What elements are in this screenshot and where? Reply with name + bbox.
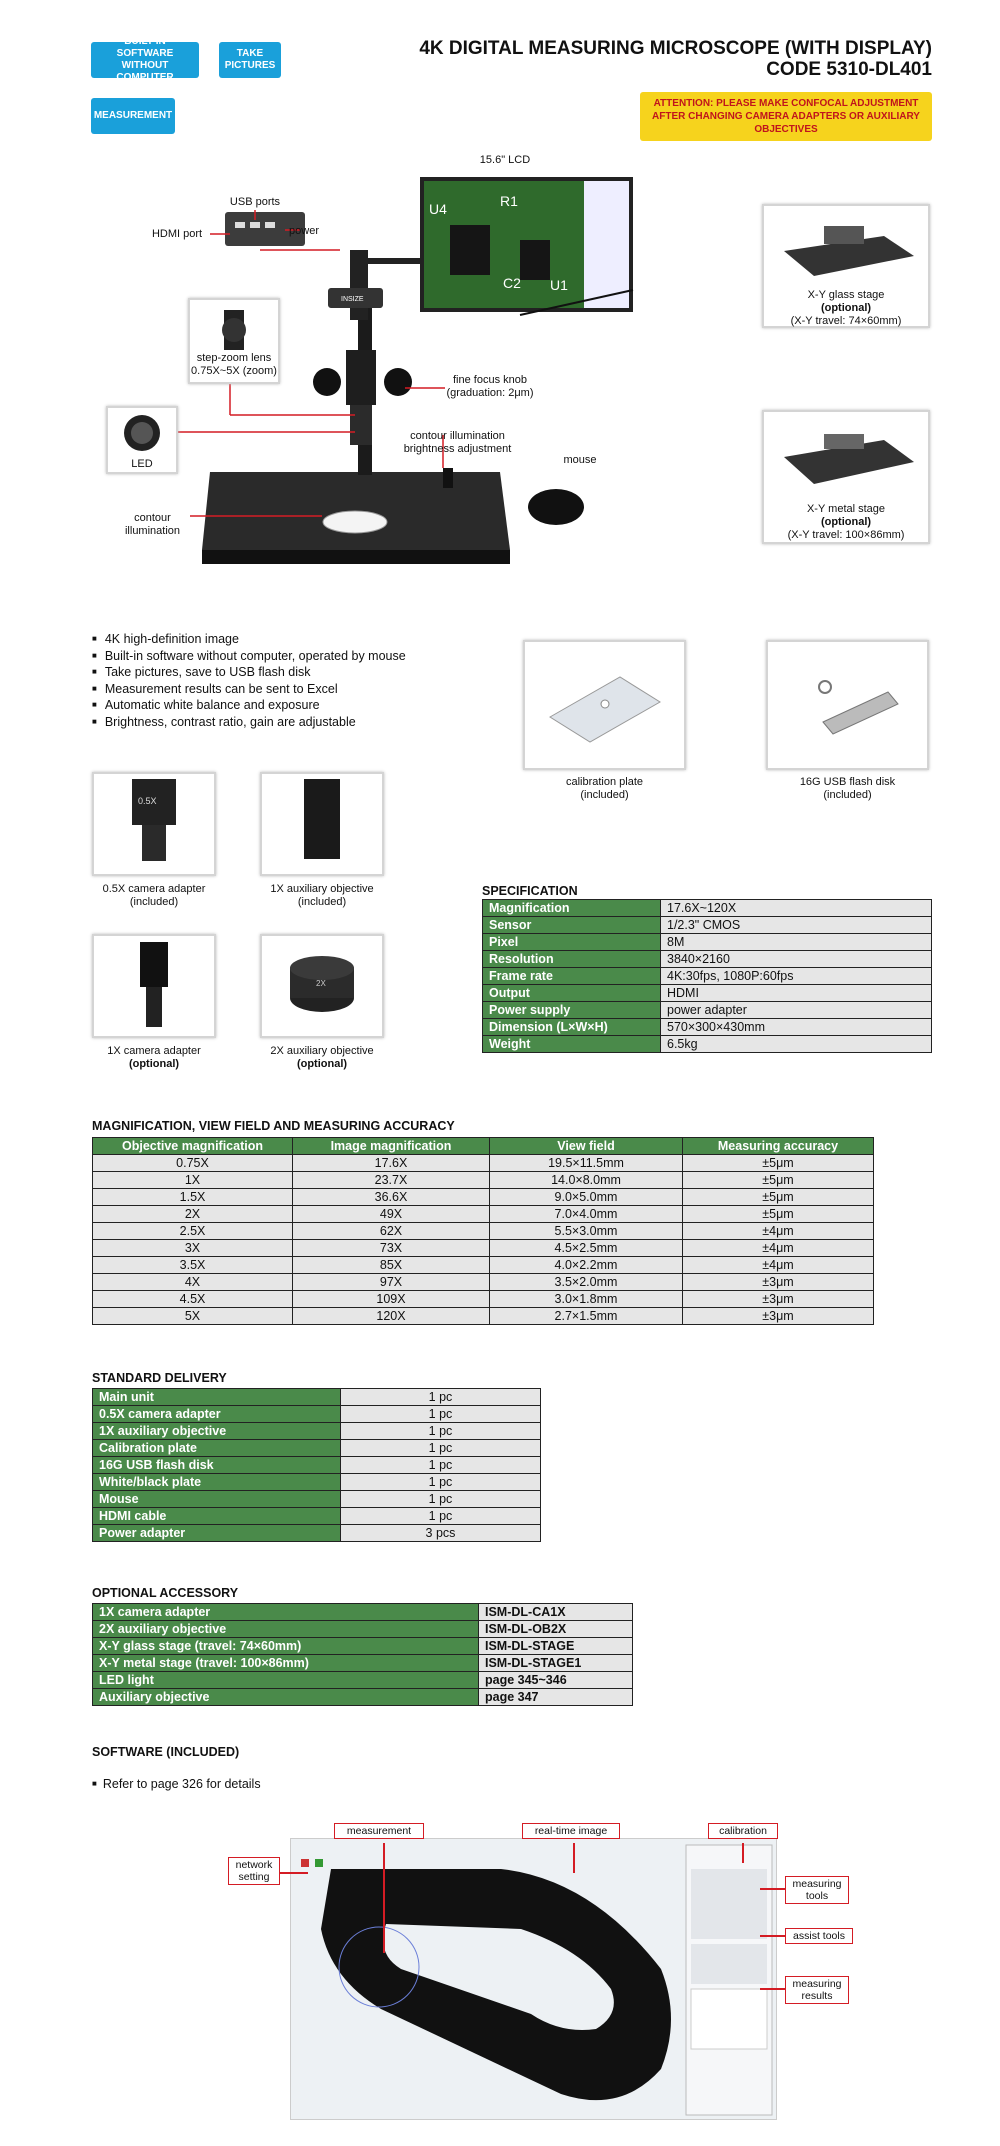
cam05-adapter-photo	[92, 772, 216, 876]
lcd-label: 15.6" LCD	[479, 154, 531, 166]
optional-item: Auxiliary objective	[93, 1689, 479, 1706]
table-row	[93, 1389, 541, 1406]
software-note-text: Refer to page 326 for details	[102, 1777, 261, 1791]
usb-disk-name: 16G USB flash disk	[799, 776, 896, 788]
delivery-qty: 1 pc	[341, 1491, 541, 1508]
calibration-plate-photo	[523, 640, 686, 770]
table-cell: 62X	[293, 1223, 490, 1240]
software-screenshot	[290, 1838, 777, 2120]
spec-label: Frame rate	[483, 968, 661, 985]
spec-label: Sensor	[483, 917, 661, 934]
table-row	[93, 1638, 633, 1655]
table-row	[93, 1525, 541, 1542]
spec-label: Resolution	[483, 951, 661, 968]
usb-label: USB ports	[229, 196, 281, 208]
optional-code: page 345~346	[479, 1672, 633, 1689]
title-line2: CODE 5310-DL401	[766, 59, 932, 80]
optional-item: 1X camera adapter	[93, 1604, 479, 1621]
assist-tools-callout: assist tools	[785, 1928, 853, 1944]
feature-item: ■ Built-in software without computer, operated by mouse	[92, 649, 406, 666]
aux1-label	[260, 883, 384, 909]
feature-item: ■ Measurement results can be sent to Excel	[92, 682, 406, 699]
delivery-item: White/black plate	[93, 1474, 341, 1491]
feature-list	[92, 632, 406, 732]
spec-label: Weight	[483, 1036, 661, 1053]
column-header: Measuring accuracy	[683, 1138, 874, 1155]
spec-value: 570×300×430mm	[661, 1019, 932, 1036]
software-badge: BUILT-IN SOFTWARE WITHOUT COMPUTER	[91, 42, 199, 78]
glass-stage-title: X-Y glass stage	[807, 289, 885, 301]
metal-stage-title: X-Y metal stage	[806, 503, 886, 515]
feature-item: ■ Brightness, contrast ratio, gain are adjustable	[92, 715, 406, 732]
optional-code: ISM-DL-OB2X	[479, 1621, 633, 1638]
screen-label-c2: C2	[503, 275, 521, 291]
table-cell: 5X	[93, 1308, 293, 1325]
table-cell: 19.5×11.5mm	[490, 1155, 683, 1172]
delivery-qty: 1 pc	[341, 1389, 541, 1406]
table-row	[483, 917, 932, 934]
calibration-callout: calibration	[708, 1823, 778, 1839]
table-cell: 3X	[93, 1240, 293, 1257]
cam1-adapter-photo	[92, 934, 216, 1038]
power-label: power	[289, 225, 319, 237]
table-cell: 73X	[293, 1240, 490, 1257]
table-cell: ±4μm	[683, 1240, 874, 1257]
column-header: Image magnification	[293, 1138, 490, 1155]
table-cell: 97X	[293, 1274, 490, 1291]
table-row	[93, 1474, 541, 1491]
table-row	[483, 1036, 932, 1053]
cam1-name: 1X camera adapter	[107, 1045, 201, 1057]
table-cell: 14.0×8.0mm	[490, 1172, 683, 1189]
table-cell: 17.6X	[293, 1155, 490, 1172]
aux2-name: 2X auxiliary objective	[270, 1045, 374, 1057]
spec-value: power adapter	[661, 1002, 932, 1019]
table-cell: 120X	[293, 1308, 490, 1325]
brand-text: INSIZE	[341, 296, 364, 303]
title-line1: 4K DIGITAL MEASURING MICROSCOPE (WITH DISPLAY)	[419, 38, 932, 59]
aux2-optional: (optional)	[296, 1058, 348, 1070]
table-cell: 2.7×1.5mm	[490, 1308, 683, 1325]
feature-item: ■ 4K high-definition image	[92, 632, 406, 649]
table-row	[483, 968, 932, 985]
table-row	[93, 1257, 874, 1274]
delivery-item: Power adapter	[93, 1525, 341, 1542]
table-cell: ±3μm	[683, 1291, 874, 1308]
delivery-qty: 1 pc	[341, 1440, 541, 1457]
delivery-qty: 1 pc	[341, 1406, 541, 1423]
spec-value: 4K:30fps, 1080P:60fps	[661, 968, 932, 985]
aux1-photo	[260, 772, 384, 876]
delivery-item: 16G USB flash disk	[93, 1457, 341, 1474]
contour-illumination-label: contour illumination	[124, 512, 181, 537]
optional-title: OPTIONAL ACCESSORY	[92, 1586, 239, 1600]
bullet-icon: ■	[92, 1779, 97, 1788]
screen-label-u4: U4	[429, 201, 447, 217]
optional-code: ISM-DL-STAGE	[479, 1638, 633, 1655]
optional-code: page 347	[479, 1689, 633, 1706]
measuring-tools-callout: measuring tools	[785, 1876, 849, 1904]
usb-disk-included: (included)	[823, 789, 872, 801]
table-row	[93, 1172, 874, 1189]
table-row	[93, 1291, 874, 1308]
table-row	[483, 951, 932, 968]
spec-label: Pixel	[483, 934, 661, 951]
optional-item: LED light	[93, 1672, 479, 1689]
table-row	[93, 1308, 874, 1325]
screen-label-r1: R1	[500, 193, 518, 209]
spec-label: Dimension (L×W×H)	[483, 1019, 661, 1036]
glass-stage-photo	[762, 204, 930, 328]
realtime-callout: real-time image	[522, 1823, 620, 1839]
table-row	[93, 1655, 633, 1672]
table-cell: 9.0×5.0mm	[490, 1189, 683, 1206]
table-cell: ±5μm	[683, 1172, 874, 1189]
table-cell: 49X	[293, 1206, 490, 1223]
measurement-callout: measurement	[334, 1823, 424, 1839]
aux2-label	[260, 1045, 384, 1071]
table-cell: ±4μm	[683, 1223, 874, 1240]
optional-code: ISM-DL-CA1X	[479, 1604, 633, 1621]
usb-disk-photo	[766, 640, 929, 770]
glass-stage-optional: (optional)	[820, 302, 872, 314]
table-row	[93, 1689, 633, 1706]
table-cell: 109X	[293, 1291, 490, 1308]
table-cell: 7.0×4.0mm	[490, 1206, 683, 1223]
led-label: LED	[131, 458, 153, 470]
cam05-name: 0.5X camera adapter	[102, 883, 206, 895]
pictures-badge: TAKE PICTURES	[219, 42, 281, 78]
specification-title: SPECIFICATION	[482, 884, 578, 898]
table-row	[93, 1223, 874, 1240]
table-cell: 4.5×2.5mm	[490, 1240, 683, 1257]
delivery-item: Main unit	[93, 1389, 341, 1406]
calibration-plate-included: (included)	[580, 789, 629, 801]
network-callout: network setting	[228, 1857, 280, 1885]
table-cell: 23.7X	[293, 1172, 490, 1189]
usb-disk-label	[766, 776, 929, 802]
table-cell: ±5μm	[683, 1206, 874, 1223]
cam05-lens-text: 0.5X	[138, 796, 157, 806]
table-row	[93, 1423, 541, 1440]
table-cell: 2X	[93, 1206, 293, 1223]
zoom-lens-label: step-zoom lens 0.75X~5X (zoom)	[191, 352, 277, 377]
optional-table	[92, 1603, 633, 1706]
spec-label: Output	[483, 985, 661, 1002]
table-cell: ±3μm	[683, 1274, 874, 1291]
magnification-title: MAGNIFICATION, VIEW FIELD AND MEASURING ACCURACY	[92, 1119, 455, 1133]
table-row	[93, 1672, 633, 1689]
table-row	[93, 1621, 633, 1638]
mouse-label: mouse	[563, 454, 597, 466]
metal-stage-photo	[762, 410, 930, 544]
table-cell: 1X	[93, 1172, 293, 1189]
spec-value: 1/2.3" CMOS	[661, 917, 932, 934]
table-row	[93, 1604, 633, 1621]
hdmi-label: HDMI port	[151, 228, 203, 240]
calibration-plate-name: calibration plate	[565, 776, 644, 788]
aux1-included: (included)	[297, 896, 347, 908]
delivery-qty: 3 pcs	[341, 1525, 541, 1542]
contour-brightness-label: contour illumination brightness adjustment	[403, 430, 512, 455]
column-header: Objective magnification	[93, 1138, 293, 1155]
table-cell: 36.6X	[293, 1189, 490, 1206]
cam1-label	[92, 1045, 216, 1071]
optional-code: ISM-DL-STAGE1	[479, 1655, 633, 1672]
spec-label: Magnification	[483, 900, 661, 917]
delivery-qty: 1 pc	[341, 1457, 541, 1474]
table-cell: ±3μm	[683, 1308, 874, 1325]
measurement-badge: MEASUREMENT	[91, 98, 175, 134]
delivery-item: 1X auxiliary objective	[93, 1423, 341, 1440]
table-row	[483, 934, 932, 951]
fine-focus-label: fine focus knob (graduation: 2μm)	[446, 374, 534, 399]
software-title: SOFTWARE (INCLUDED)	[92, 1745, 240, 1759]
cam1-optional: (optional)	[128, 1058, 180, 1070]
feature-item: ■ Automatic white balance and exposure	[92, 698, 406, 715]
callout-line	[760, 1888, 786, 1890]
delivery-table	[92, 1388, 541, 1542]
measuring-results-callout: measuring results	[785, 1976, 849, 2004]
delivery-item: Calibration plate	[93, 1440, 341, 1457]
table-cell: 3.5×2.0mm	[490, 1274, 683, 1291]
table-cell: 4X	[93, 1274, 293, 1291]
cam05-label	[92, 883, 216, 909]
table-row	[483, 1002, 932, 1019]
table-cell: 2.5X	[93, 1223, 293, 1240]
aux2-photo	[260, 934, 384, 1038]
delivery-qty: 1 pc	[341, 1423, 541, 1440]
table-cell: ±4μm	[683, 1257, 874, 1274]
delivery-title: STANDARD DELIVERY	[92, 1371, 227, 1385]
table-row	[93, 1406, 541, 1423]
table-row	[93, 1457, 541, 1474]
spec-value: 8M	[661, 934, 932, 951]
table-row	[93, 1206, 874, 1223]
table-row	[483, 985, 932, 1002]
delivery-item: 0.5X camera adapter	[93, 1406, 341, 1423]
table-row	[93, 1508, 541, 1525]
delivery-qty: 1 pc	[341, 1508, 541, 1525]
spec-value: 6.5kg	[661, 1036, 932, 1053]
software-note	[92, 1777, 261, 1791]
calibration-plate-label	[523, 776, 686, 802]
table-cell: 85X	[293, 1257, 490, 1274]
callout-line	[760, 1935, 786, 1937]
table-cell: 3.0×1.8mm	[490, 1291, 683, 1308]
table-cell: 4.5X	[93, 1291, 293, 1308]
attention-banner: ATTENTION: PLEASE MAKE CONFOCAL ADJUSTMENT AFTER CHANGING CAMERA ADAPTERS OR AUXILIARY OBJECTIVES	[640, 92, 932, 141]
metal-stage-travel: (X-Y travel: 100×86mm)	[787, 529, 905, 541]
delivery-item: Mouse	[93, 1491, 341, 1508]
callout-line	[742, 1843, 744, 1863]
specification-table	[482, 899, 932, 1053]
table-cell: 0.75X	[93, 1155, 293, 1172]
metal-stage-optional: (optional)	[820, 516, 872, 528]
table-cell: 1.5X	[93, 1189, 293, 1206]
table-row	[93, 1240, 874, 1257]
magnification-table	[92, 1137, 874, 1325]
callout-line	[760, 1988, 786, 1990]
delivery-item: HDMI cable	[93, 1508, 341, 1525]
aux1-name: 1X auxiliary objective	[270, 883, 374, 895]
table-row	[93, 1440, 541, 1457]
table-cell: 4.0×2.2mm	[490, 1257, 683, 1274]
table-row	[93, 1274, 874, 1291]
spec-value: 3840×2160	[661, 951, 932, 968]
column-header: View field	[490, 1138, 683, 1155]
table-cell: 5.5×3.0mm	[490, 1223, 683, 1240]
table-cell: 3.5X	[93, 1257, 293, 1274]
page-title	[419, 38, 932, 80]
screen-label-u1: U1	[550, 277, 568, 293]
cam05-included: (included)	[129, 896, 179, 908]
table-cell: ±5μm	[683, 1189, 874, 1206]
spec-value: HDMI	[661, 985, 932, 1002]
optional-item: X-Y glass stage (travel: 74×60mm)	[93, 1638, 479, 1655]
table-cell: ±5μm	[683, 1155, 874, 1172]
optional-item: X-Y metal stage (travel: 100×86mm)	[93, 1655, 479, 1672]
callout-line	[278, 1872, 308, 1874]
spec-value: 17.6X~120X	[661, 900, 932, 917]
optional-item: 2X auxiliary objective	[93, 1621, 479, 1638]
spec-label: Power supply	[483, 1002, 661, 1019]
delivery-qty: 1 pc	[341, 1474, 541, 1491]
table-row	[93, 1189, 874, 1206]
callout-line	[573, 1843, 575, 1873]
glass-stage-travel: (X-Y travel: 74×60mm)	[790, 315, 902, 327]
aux2-lens-text: 2X	[316, 979, 326, 988]
table-row	[483, 900, 932, 917]
callout-line	[383, 1843, 385, 1953]
table-row	[93, 1491, 541, 1508]
table-row	[483, 1019, 932, 1036]
feature-item: ■ Take pictures, save to USB flash disk	[92, 665, 406, 682]
table-row	[93, 1155, 874, 1172]
